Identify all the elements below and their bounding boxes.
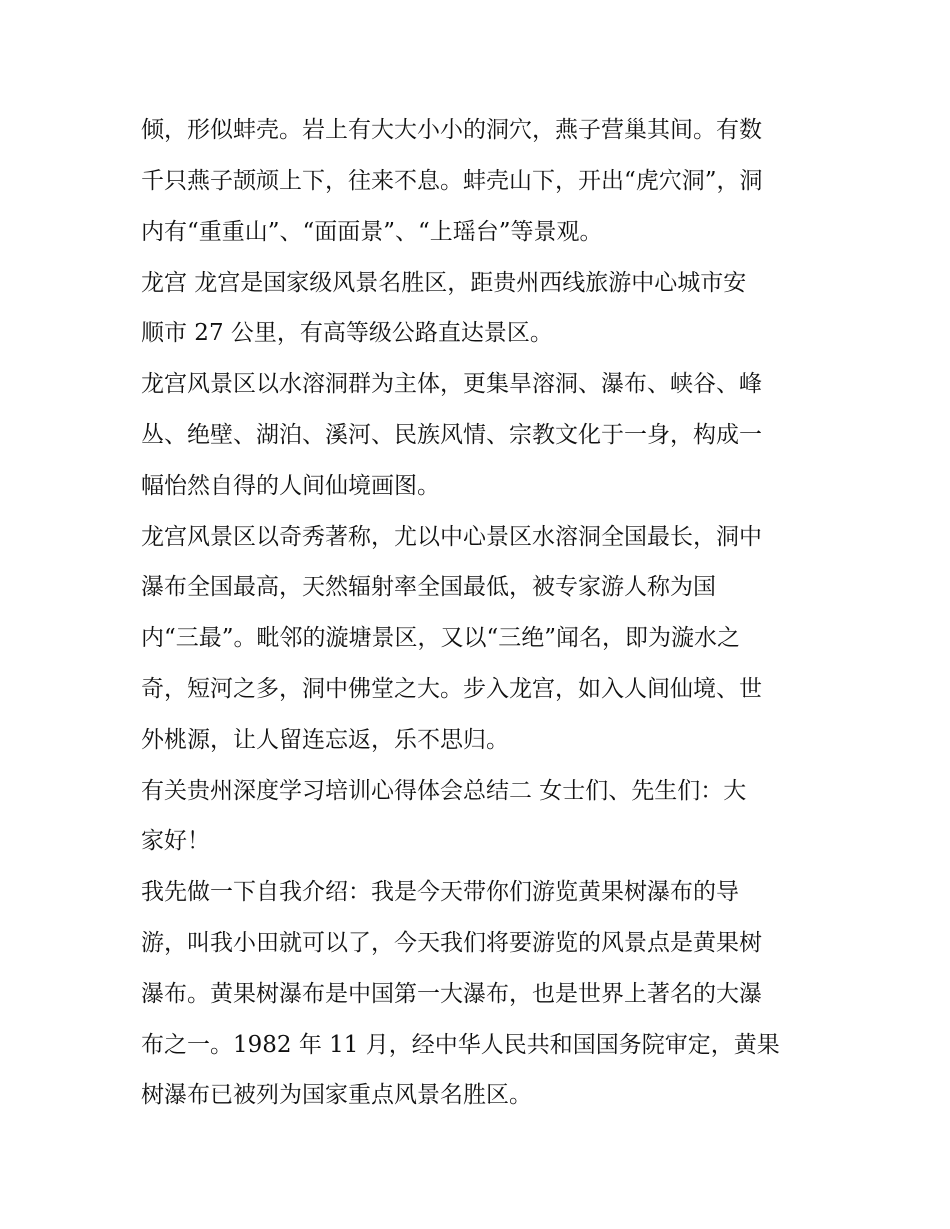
text-line: 奇，短河之多，洞中佛堂之大。步入龙宫，如入人间仙境、世 (141, 676, 762, 702)
text-line: 千只燕子颉颃上下，往来不息。蚌壳山下，开出“虎穴洞”，洞 (141, 168, 763, 194)
text-line: 倾，形似蚌壳。岩上有大大小小的洞穴，燕子营巢其间。有数 (141, 117, 762, 143)
text-line: 布之一。1982 年 11 月，经中华人民共和国国务院审定，黄果 (141, 1032, 780, 1058)
text-line: 内“三最”。毗邻的漩塘景区，又以“三绝”闻名，即为漩水之 (141, 625, 741, 651)
text-line: 我先做一下自我介绍：我是今天带你们游览黄果树瀑布的导 (141, 879, 739, 905)
text-line: 内有“重重山”、“面面景”、“上瑶台”等景观。 (141, 219, 603, 245)
text-line: 瀑布。黄果树瀑布是中国第一大瀑布，也是世界上著名的大瀑 (141, 981, 762, 1007)
text-line: 丛、绝壁、湖泊、溪河、民族风情、宗教文化于一身，构成一 (141, 422, 762, 448)
text-line: 瀑布全国最高，天然辐射率全国最低，被专家游人称为国 (141, 574, 716, 600)
text-line: 树瀑布已被列为国家重点风景名胜区。 (141, 1082, 532, 1108)
text-line: 龙宫 龙宫是国家级风景名胜区，距贵州西线旅游中心城市安 (141, 270, 747, 296)
text-line: 外桃源，让人留连忘返，乐不思归。 (141, 727, 509, 753)
text-line: 游，叫我小田就可以了，今天我们将要游览的风景点是黄果树 (141, 930, 762, 956)
text-line: 幅怡然自得的人间仙境画图。 (141, 473, 440, 499)
text-line: 龙宫风景区以水溶洞群为主体，更集旱溶洞、瀑布、峡谷、峰 (141, 371, 762, 397)
text-line: 有关贵州深度学习培训心得体会总结二 女士们、先生们：大 (141, 778, 747, 804)
text-line: 龙宫风景区以奇秀著称，尤以中心景区水溶洞全国最长，洞中 (141, 524, 762, 550)
text-line: 顺市 27 公里，有高等级公路直达景区。 (141, 320, 553, 346)
text-line: 家好！ (141, 828, 210, 854)
